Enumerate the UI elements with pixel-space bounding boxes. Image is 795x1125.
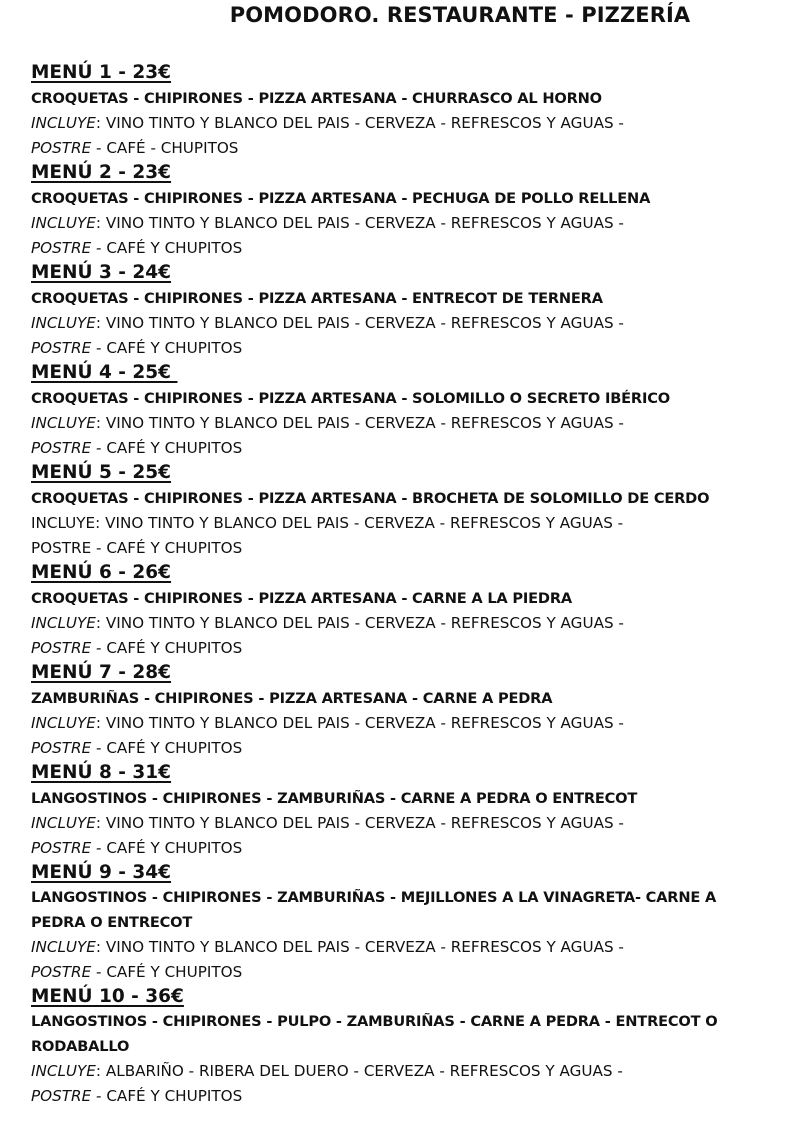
incluye-label: INCLUYE: [31, 214, 96, 232]
incluye-text: : VINO TINTO Y BLANCO DEL PAIS - CERVEZA - REFRESCOS Y AGUAS -: [95, 114, 624, 132]
menu-heading: MENÚ 9 - 34€: [31, 862, 172, 883]
menu-heading: MENÚ 4 - 25€: [31, 362, 178, 383]
menu-heading: MENÚ 1 - 23€: [31, 62, 172, 83]
postre-text: - CAFÉ Y CHUPITOS: [91, 738, 243, 757]
incluye-label: INCLUYE: [31, 938, 96, 956]
menu-dishes: LANGOSTINOS - CHIPIRONES - ZAMBURIÑAS - MEJILLONES A LA VINAGRETA- CARNE A PEDRA O ENTRECOT: [31, 889, 717, 931]
menu-dishes: ZAMBURIÑAS - CHIPIRONES - PIZZA ARTESANA - CARNE A PEDRA: [31, 690, 553, 707]
incluye-label: INCLUYE: [31, 114, 96, 132]
postre-label: POSTRE: [31, 838, 92, 857]
incluye-label: INCLUYE: [31, 714, 96, 732]
menu-dishes: CROQUETAS - CHIPIRONES - PIZZA ARTESANA - ENTRECOT DE TERNERA: [31, 290, 603, 307]
incluye-label: INCLUYE: [31, 314, 96, 332]
postre-text: - CAFÉ - CHUPITOS: [91, 138, 239, 157]
menu-includes: [31, 111, 781, 160]
menu-heading: MENÚ 5 - 25€: [31, 462, 172, 483]
postre-label: POSTRE: [31, 238, 92, 257]
postre-label: POSTRE: [31, 438, 92, 457]
menu-includes: [31, 935, 781, 984]
postre-label: POSTRE: [31, 338, 92, 357]
menu-dishes: LANGOSTINOS - CHIPIRONES - ZAMBURIÑAS - CARNE A PEDRA O ENTRECOT: [31, 790, 638, 807]
menu-4: [31, 360, 781, 460]
incluye-text: : VINO TINTO Y BLANCO DEL PAIS - CERVEZA - REFRESCOS Y AGUAS -: [95, 938, 624, 956]
page-title: POMODORO. RESTAURANTE - PIZZERÍA: [229, 3, 691, 27]
incluye-text: : VINO TINTO Y BLANCO DEL PAIS - CERVEZA - REFRESCOS Y AGUAS -: [95, 714, 624, 732]
menu-heading: MENÚ 2 - 23€: [31, 162, 172, 183]
postre-label: POSTRE: [31, 1086, 92, 1105]
menu-dishes: CROQUETAS - CHIPIRONES - PIZZA ARTESANA - CARNE A LA PIEDRA: [31, 590, 572, 607]
menu-heading: MENÚ 10 - 36€: [31, 986, 184, 1007]
menu-dishes: LANGOSTINOS - CHIPIRONES - PULPO - ZAMBURIÑAS - CARNE A PEDRA - ENTRECOT O RODABALLO: [31, 1013, 718, 1055]
menu-list: [31, 60, 781, 1108]
menu-8: [31, 760, 781, 860]
menu-6: [31, 560, 781, 660]
postre-label: POSTRE: [31, 738, 92, 757]
menu-9: [31, 860, 781, 984]
menu-includes: [31, 711, 781, 760]
postre-text: - CAFÉ Y CHUPITOS: [91, 238, 243, 257]
menu-dishes: CROQUETAS - CHIPIRONES - PIZZA ARTESANA - SOLOMILLO O SECRETO IBÉRICO: [31, 390, 670, 407]
incluye-text: : VINO TINTO Y BLANCO DEL PAIS - CERVEZA - REFRESCOS Y AGUAS -: [95, 214, 624, 232]
menu-5: [31, 460, 781, 560]
incluye-text: INCLUYE: VINO TINTO Y BLANCO DEL PAIS - CERVEZA - REFRESCOS Y AGUAS -: [31, 514, 624, 532]
menu-includes: [31, 311, 781, 360]
postre-text: - CAFÉ Y CHUPITOS: [91, 838, 243, 857]
postre-text: - CAFÉ Y CHUPITOS: [91, 438, 243, 457]
incluye-text: : VINO TINTO Y BLANCO DEL PAIS - CERVEZA - REFRESCOS Y AGUAS -: [95, 314, 624, 332]
menu-heading: MENÚ 3 - 24€: [31, 262, 172, 283]
menu-3: [31, 260, 781, 360]
menu-10: [31, 984, 781, 1108]
incluye-text: : VINO TINTO Y BLANCO DEL PAIS - CERVEZA - REFRESCOS Y AGUAS -: [95, 414, 624, 432]
menu-dishes: CROQUETAS - CHIPIRONES - PIZZA ARTESANA - PECHUGA DE POLLO RELLENA: [31, 190, 651, 207]
menu-includes: [31, 211, 781, 260]
menu-includes: [31, 611, 781, 660]
incluye-text: : VINO TINTO Y BLANCO DEL PAIS - CERVEZA - REFRESCOS Y AGUAS -: [95, 814, 624, 832]
menu-includes: [31, 811, 781, 860]
postre-text: - CAFÉ Y CHUPITOS: [91, 1086, 243, 1105]
postre-text: - CAFÉ Y CHUPITOS: [91, 338, 243, 357]
menu-7: [31, 660, 781, 760]
postre-text: - CAFÉ Y CHUPITOS: [91, 962, 243, 981]
incluye-text: : ALBARIÑO - RIBERA DEL DUERO - CERVEZA - REFRESCOS Y AGUAS -: [95, 1062, 623, 1080]
menu-heading: MENÚ 7 - 28€: [31, 662, 172, 683]
incluye-label: INCLUYE: [31, 814, 96, 832]
postre-label: POSTRE: [31, 962, 92, 981]
menu-heading: MENÚ 6 - 26€: [31, 562, 172, 583]
incluye-label: INCLUYE: [31, 414, 96, 432]
menu-heading: MENÚ 8 - 31€: [31, 762, 172, 783]
incluye-label: INCLUYE: [31, 614, 96, 632]
menu-dishes: CROQUETAS - CHIPIRONES - PIZZA ARTESANA - CHURRASCO AL HORNO: [31, 90, 602, 107]
menu-2: [31, 160, 781, 260]
postre-text: - CAFÉ Y CHUPITOS: [91, 638, 243, 657]
menu-dishes: CROQUETAS - CHIPIRONES - PIZZA ARTESANA - BROCHETA DE SOLOMILLO DE CERDO: [31, 490, 710, 507]
postre-text: POSTRE - CAFÉ Y CHUPITOS: [31, 538, 243, 557]
postre-label: POSTRE: [31, 638, 92, 657]
incluye-text: : VINO TINTO Y BLANCO DEL PAIS - CERVEZA - REFRESCOS Y AGUAS -: [95, 614, 624, 632]
postre-label: POSTRE: [31, 138, 92, 157]
menu-includes: [31, 511, 781, 560]
menu-1: [31, 60, 781, 160]
menu-includes: [31, 411, 781, 460]
menu-includes: [31, 1059, 781, 1108]
incluye-label: INCLUYE: [31, 1062, 96, 1080]
